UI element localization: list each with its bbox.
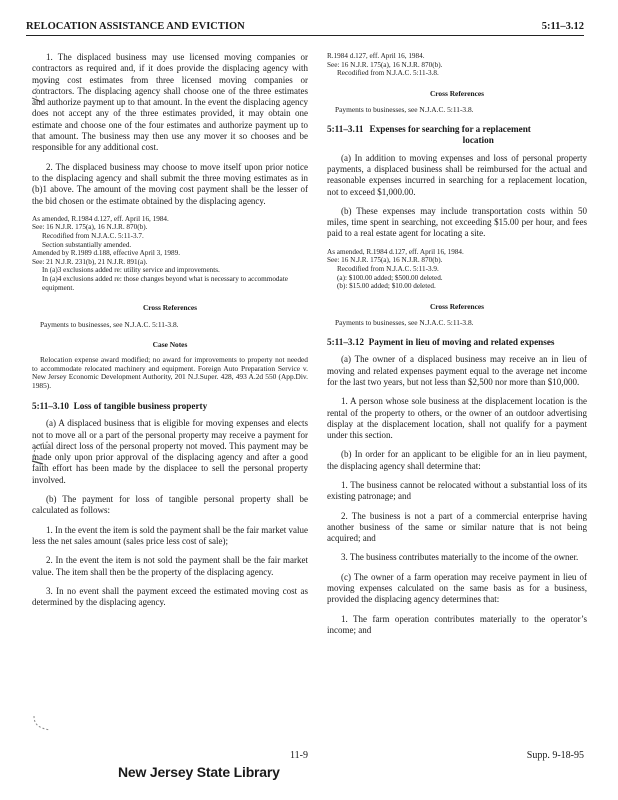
history-line: See: 21 N.J.R. 231(b), 21 N.J.R. 891(a).: [32, 257, 148, 266]
paragraph-b1: 1. The business cannot be relocated without a substantial loss of its existing patronage; and: [327, 479, 587, 502]
history-line: Recodified from N.J.A.C. 5:11-3.9.: [337, 264, 439, 273]
history-line: As amended, R.1984 d.127, eff. April 16, 1984.: [327, 247, 464, 256]
history-line: See: 16 N.J.R. 175(a), 16 N.J.R. 870(b).: [327, 256, 443, 265]
paragraph-b2: 2. The displaced business may choose to move itself upon prior notice to the displacing agency and shall submit the three moving estimates as in (b)1 above. The amount of the moving cost payment shall be the lesser of the bid chosen or the estimate obtained by the displacing agency.: [32, 161, 308, 206]
history-line: See: 16 N.J.R. 175(a), 16 N.J.R. 870(b).: [32, 223, 148, 232]
section-title: Payment in lieu of moving and related expenses: [368, 337, 555, 348]
section-title: Expenses for searching for a replacement: [369, 124, 531, 135]
section-heading-3-12: [327, 337, 587, 348]
paragraph-c1: 1. The farm operation contributes materially to the operator’s income; and: [327, 613, 587, 635]
history-line: In (a)3 exclusions added re: utility service and improvements.: [42, 266, 220, 275]
paragraph-b2: 2. The business is not a part of a commercial enterprise having another business of the same or similar nature that is not being acquired; and: [327, 510, 587, 544]
history-line: Amended by R.1989 d.188, effective April 3, 1989.: [32, 249, 180, 258]
paragraph-a: (a) The owner of a displaced business may receive an in lieu of moving and related expenses payment equal to the average net income for the last two years, but not less than $2,500 nor more than $10,000.: [327, 354, 587, 387]
paragraph-b3-loss: 3. In no event shall the payment exceed the estimated moving cost as determined by the displacing agency.: [32, 585, 308, 608]
right-column: [327, 52, 587, 644]
cross-references-heading: Cross References: [429, 301, 485, 311]
page-number: 11-9: [290, 750, 308, 761]
history-note: [32, 215, 308, 292]
history-line: (a): $100.00 added; $500.00 deleted.: [337, 273, 443, 282]
case-notes-heading: Case Notes: [152, 339, 188, 349]
history-line: Section substantially amended.: [42, 240, 132, 249]
cross-references-heading: Cross References: [142, 303, 198, 313]
library-stamp: New Jersey State Library: [118, 764, 280, 780]
paragraph-a1: 1. A person whose sole business at the displacement location is the rental of the property to others, or the owner of an outdoor advertising display at the displacement location, shall not qualify for a payment under this section.: [327, 396, 587, 441]
history-note: [327, 52, 587, 78]
history-line: In (a)4 exclusions added re: those changes beyond what is necessary to accommodate equipment.: [42, 275, 288, 292]
paragraph-b: (b) In order for an applicant to be eligible for an in lieu payment, the displacing agency shall determine that:: [327, 449, 587, 471]
section-number: 5:11–3.11: [327, 124, 364, 135]
history-line: (b): $15.00 added; $10.00 deleted.: [337, 282, 436, 291]
paragraph-b1-loss: 1. In the event the item is sold the payment shall be the fair market value less the net sales amount (sales price less cost of sale);: [32, 524, 308, 546]
paragraph-a: (a) In addition to moving expenses and loss of personal property payments, a displaced business shall be reimbursed for the actual and reasonable expenses incurred in searching for a replacement location, not to exceed $1,000.00.: [327, 152, 587, 197]
paragraph-b: (b) These expenses may include transportation costs within 50 miles, time spent in searching, not exceeding $15.00 per hour, and fees paid to a real estate agent for locating a site.: [327, 205, 587, 239]
left-column: [32, 52, 308, 616]
header-chapter-title: RELOCATION ASSISTANCE AND EVICTION: [26, 21, 245, 32]
section-heading-3-10: [32, 401, 308, 412]
section-number: 5:11–3.12: [327, 337, 365, 348]
paragraph-b3: 3. The business contributes materially to the income of the owner.: [341, 552, 579, 563]
paragraph-b2-loss: 2. In the event the item is not sold the payment shall be the fair market value. The item shall then be the property of the displacing agency.: [32, 555, 308, 577]
section-title-cont: location: [462, 135, 494, 146]
history-line: Recodified from N.J.A.C. 5:11-3.7.: [42, 232, 144, 241]
history-line: Recodified from N.J.A.C. 5:11-3.8.: [337, 69, 439, 78]
supplement-date: Supp. 9-18-95: [526, 750, 584, 761]
cross-references-heading: Cross References: [429, 88, 485, 98]
paragraph-c: (c) The owner of a farm operation may receive payment in lieu of moving expenses calculated on the same basis as for a business, provided the displacing agency determines that:: [327, 571, 587, 605]
paragraph-b1: 1. The displaced business may use licensed moving companies or contractors as required and, if it does provide the displacing agency with moving cost estimates from three licensed moving companies or contractors. The displacing agency shall choose one of the three estimates and authorize payment up to that amount. In the event the displacing agency does not accept any of the three estimates provided, it may obtain one estimate and choose one of the four estimates and authorize payment up to that amount. The business may then use any mover it so chooses and be responsible for any additional cost.: [32, 52, 308, 153]
cross-reference: Payments to businesses, see N.J.A.C. 5:11-3.8.: [335, 105, 474, 115]
cross-reference: Payments to businesses, see N.J.A.C. 5:11-3.8.: [335, 318, 474, 328]
section-title: Loss of tangible business property: [73, 400, 208, 411]
cross-reference: Payments to businesses, see N.J.A.C. 5:11-3.8.: [40, 319, 179, 329]
history-line: As amended, R.1984 d.127, eff. April 16, 1984.: [32, 214, 169, 223]
case-note: Relocation expense award modified; no award for improvements to property not needed to accommodate relocated machinery and equipment. Foreign Auto Preparation Service v. New Jersey Economic Development Authority, 201 N.J.Super. 428, 493 A.2d 550 (App.Div. 1985).: [32, 354, 308, 391]
section-heading-3-11: [327, 124, 587, 147]
binder-hole-mark-icon: [28, 708, 54, 734]
paragraph-b: (b) The payment for loss of tangible personal property shall be calculated as follows:: [32, 494, 308, 516]
history-line: See: 16 N.J.R. 175(a), 16 N.J.R. 870(b).: [327, 60, 443, 69]
paragraph-a: (a) A displaced business that is eligible for moving expenses and elects not to move all or a part of the personal property may receive a payment for actual direct loss of the personal property not moved. This payment may be made only upon prior approval of the displacing agency and after a good faith effort has been made by the displacee to sell the personal property involved.: [32, 418, 308, 485]
header-section-number: 5:11–3.12: [541, 21, 584, 32]
history-line: R.1984 d.127, eff. April 16, 1984.: [327, 52, 425, 60]
history-note: [327, 248, 587, 291]
running-header: [26, 21, 584, 36]
section-number: 5:11–3.10: [32, 400, 70, 411]
